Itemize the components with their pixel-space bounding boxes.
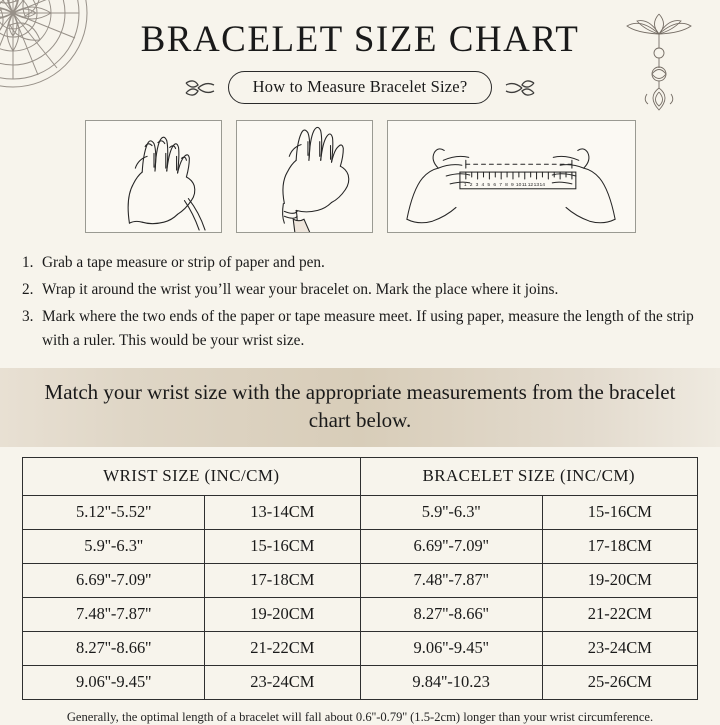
- cell-wrist-inch: 7.48''-7.87'': [23, 597, 205, 631]
- match-banner: Match your wrist size with the appropriate measurements from the bracelet chart below.: [0, 368, 720, 447]
- svg-text:14: 14: [538, 182, 545, 188]
- cell-bracelet-cm: 17-18CM: [542, 529, 697, 563]
- step-number: 1.: [22, 254, 34, 271]
- table-row: [23, 597, 698, 631]
- cell-bracelet-cm: 15-16CM: [542, 495, 697, 529]
- table-row: [23, 631, 698, 665]
- cell-bracelet-cm: 23-24CM: [542, 631, 697, 665]
- hand-with-tape-illustration: [85, 120, 222, 233]
- hands-measuring-with-ruler-illustration: [387, 120, 636, 233]
- table-header-row: [23, 457, 698, 495]
- flourish-left-icon: [184, 77, 218, 99]
- step-number: 3.: [22, 307, 34, 325]
- subtitle-pill: How to Measure Bracelet Size?: [228, 71, 493, 104]
- cell-wrist-inch: 8.27''-8.66'': [23, 631, 205, 665]
- cell-wrist-cm: 17-18CM: [205, 563, 360, 597]
- svg-text:8: 8: [504, 182, 508, 188]
- cell-wrist-inch: 5.12''-5.52'': [23, 495, 205, 529]
- flourish-right-icon: [502, 77, 536, 99]
- cell-bracelet-inch: 7.48''-7.87'': [360, 563, 542, 597]
- table-row: [23, 563, 698, 597]
- svg-text:12: 12: [527, 182, 533, 188]
- svg-text:11: 11: [521, 182, 527, 188]
- cell-bracelet-inch: 9.84''-10.23: [360, 665, 542, 699]
- table-row: [23, 665, 698, 699]
- svg-text:2: 2: [469, 182, 472, 188]
- cell-bracelet-inch: 6.69''-7.09'': [360, 529, 542, 563]
- cell-wrist-cm: 21-22CM: [205, 631, 360, 665]
- svg-text:4: 4: [481, 182, 484, 188]
- svg-text:6: 6: [492, 182, 496, 188]
- step-text: Wrap it around the wrist you’ll wear your bracelet on. Mark the place where it joins.: [42, 280, 559, 298]
- cell-bracelet-inch: 8.27''-8.66'': [360, 597, 542, 631]
- svg-text:5: 5: [486, 182, 490, 188]
- svg-text:9: 9: [510, 182, 514, 188]
- svg-text:1: 1: [463, 182, 467, 188]
- cell-wrist-cm: 19-20CM: [205, 597, 360, 631]
- illustration-panels: [0, 120, 720, 233]
- bracelet-size-header: BRACELET SIZE (INC/CM): [360, 457, 698, 495]
- cell-wrist-cm: 23-24CM: [205, 665, 360, 699]
- step-text: Mark where the two ends of the paper or tape measure meet. If using paper, measure the length of the strip with a ruler. This would be your wrist size.: [42, 307, 694, 350]
- list-item: [22, 305, 698, 355]
- cell-wrist-inch: 5.9''-6.3'': [23, 529, 205, 563]
- footnote: Generally, the optimal length of a bracelet will fall about 0.6''-0.79'' (1.5-2cm) longer than your wrist circumference.: [66, 709, 654, 724]
- svg-text:13: 13: [533, 182, 539, 188]
- cell-wrist-inch: 6.69''-7.09'': [23, 563, 205, 597]
- cell-wrist-inch: 9.06''-9.45'': [23, 665, 205, 699]
- step-number: 2.: [22, 280, 34, 298]
- wrist-size-header: WRIST SIZE (INC/CM): [23, 457, 361, 495]
- cell-bracelet-cm: 25-26CM: [542, 665, 697, 699]
- hand-wrapping-wrist-illustration: [236, 120, 373, 233]
- svg-text:7: 7: [498, 182, 502, 188]
- list-item: [22, 251, 698, 276]
- list-item: [22, 278, 698, 303]
- subtitle-row: [0, 71, 720, 104]
- svg-text:10: 10: [515, 182, 521, 188]
- cell-wrist-cm: 13-14CM: [205, 495, 360, 529]
- table-row: [23, 529, 698, 563]
- measurement-steps: [0, 251, 720, 354]
- size-chart-table: [22, 457, 698, 700]
- step-text: Grab a tape measure or strip of paper and pen.: [42, 254, 325, 271]
- cell-bracelet-inch: 9.06''-9.45'': [360, 631, 542, 665]
- cell-wrist-cm: 15-16CM: [205, 529, 360, 563]
- cell-bracelet-inch: 5.9''-6.3'': [360, 495, 542, 529]
- svg-text:3: 3: [475, 182, 478, 188]
- table-row: [23, 495, 698, 529]
- page-title: BRACELET SIZE CHART: [140, 19, 580, 60]
- cell-bracelet-cm: 19-20CM: [542, 563, 697, 597]
- cell-bracelet-cm: 21-22CM: [542, 597, 697, 631]
